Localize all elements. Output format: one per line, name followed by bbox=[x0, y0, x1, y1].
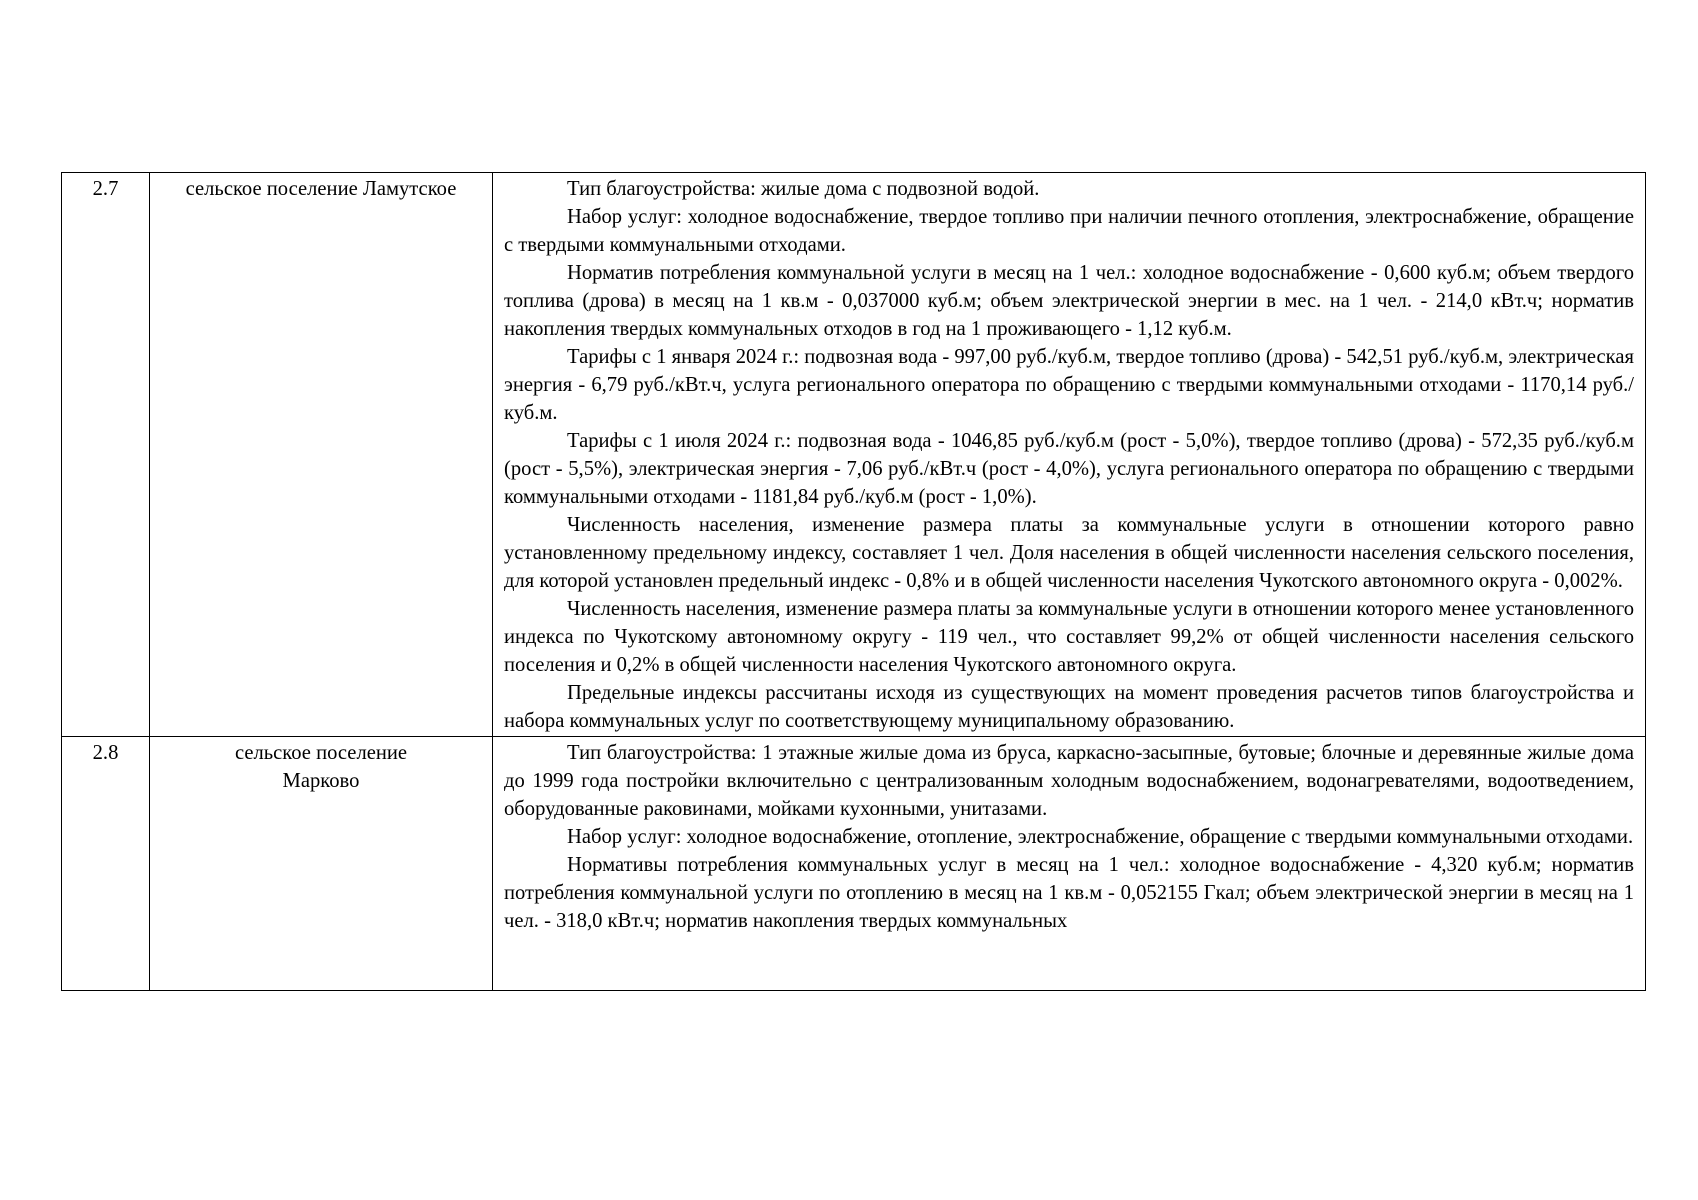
paragraph: Тип благоустройства: 1 этажные жилые дома из бруса, каркасно-засыпные, бутовые; блочные и деревянные жилые дома до 1999 года постройки включительно с централизованным холодным водоснабжением, водонагревателями, водоотведением, оборудованные раковинами, мойками кухонными, унитазами. bbox=[504, 742, 1634, 820]
paragraph: Набор услуг: холодное водоснабжение, твердое топливо при наличии печного отопления, электроснабжение, обращение с твердыми коммунальными отходами. bbox=[504, 206, 1634, 256]
paragraph: Численность населения, изменение размера платы за коммунальные услуги в отношении которого равно установленному предельному индексу, составляет 1 чел. Доля населения в общей численности населения сельского поселения, для которой установлен предельный индекс - 0,8% и в общей численности населения Чукотского автономного округа - 0,002%. bbox=[504, 514, 1634, 592]
settlement-name-line: сельское поселение bbox=[234, 742, 408, 764]
settlement-name-line: Марково bbox=[282, 770, 360, 792]
table-row bbox=[62, 737, 1646, 991]
row-description bbox=[493, 737, 1646, 991]
row-number: 2.8 bbox=[62, 737, 150, 991]
paragraph: Предельные индексы рассчитаны исходя из существующих на момент проведения расчетов типов благоустройства и набора коммунальных услуг по соответствующему муниципальному образованию. bbox=[504, 682, 1634, 732]
paragraph: Тарифы с 1 июля 2024 г.: подвозная вода - 1046,85 руб./куб.м (рост - 5,0%), твердое топливо (дрова) - 572,35 руб./куб.м (рост - 5,5%), электрическая энергия - 7,06 руб./кВт.ч (рост - 4,0%), услуга регионального оператора по обращению с твердыми коммунальными отходами - 1181,84 руб./куб.м (рост - 1,0%). bbox=[504, 430, 1634, 508]
row-description bbox=[493, 173, 1646, 737]
row-number: 2.7 bbox=[62, 173, 150, 737]
tariff-table bbox=[61, 172, 1646, 991]
paragraph: Тарифы с 1 января 2024 г.: подвозная вода - 997,00 руб./куб.м, твердое топливо (дрова) - 542,51 руб./куб.м, электрическая энергия - 6,79 руб./кВт.ч, услуга регионального оператора по обращению с твердыми коммунальными отходами - 1170,14 руб./куб.м. bbox=[504, 346, 1634, 424]
paragraph: Нормативы потребления коммунальных услуг в месяц на 1 чел.: холодное водоснабжение - 4,320 куб.м; норматив потребления коммунальной услуги по отоплению в месяц на 1 кв.м - 0,052155 Гкал; объем электрической энергии в месяц на 1 чел. - 318,0 кВт.ч; норматив накопления твердых коммунальных bbox=[504, 854, 1634, 932]
paragraph: Набор услуг: холодное водоснабжение, отопление, электроснабжение, обращение с твердыми коммунальными отходами. bbox=[567, 826, 1634, 848]
paragraph: Тип благоустройства: жилые дома с подвозной водой. bbox=[567, 178, 1040, 200]
table-row bbox=[62, 173, 1646, 737]
paragraph: Численность населения, изменение размера платы за коммунальные услуги в отношении которого менее установленного индекса по Чукотскому автономному округу - 119 чел., что составляет 99,2% от общей численности населения сельского поселения и 0,2% в общей численности населения Чукотского автономного округа. bbox=[504, 598, 1634, 676]
settlement-name: сельское поселение Ламутское bbox=[150, 173, 493, 737]
settlement-name bbox=[150, 737, 493, 991]
paragraph: Норматив потребления коммунальной услуги в месяц на 1 чел.: холодное водоснабжение - 0,600 куб.м; объем твердого топлива (дрова) в месяц на 1 кв.м - 0,037000 куб.м; объем электрической энергии в мес. на 1 чел. - 214,0 кВт.ч; норматив накопления твердых коммунальных отходов в год на 1 проживающего - 1,12 куб.м. bbox=[504, 262, 1634, 340]
